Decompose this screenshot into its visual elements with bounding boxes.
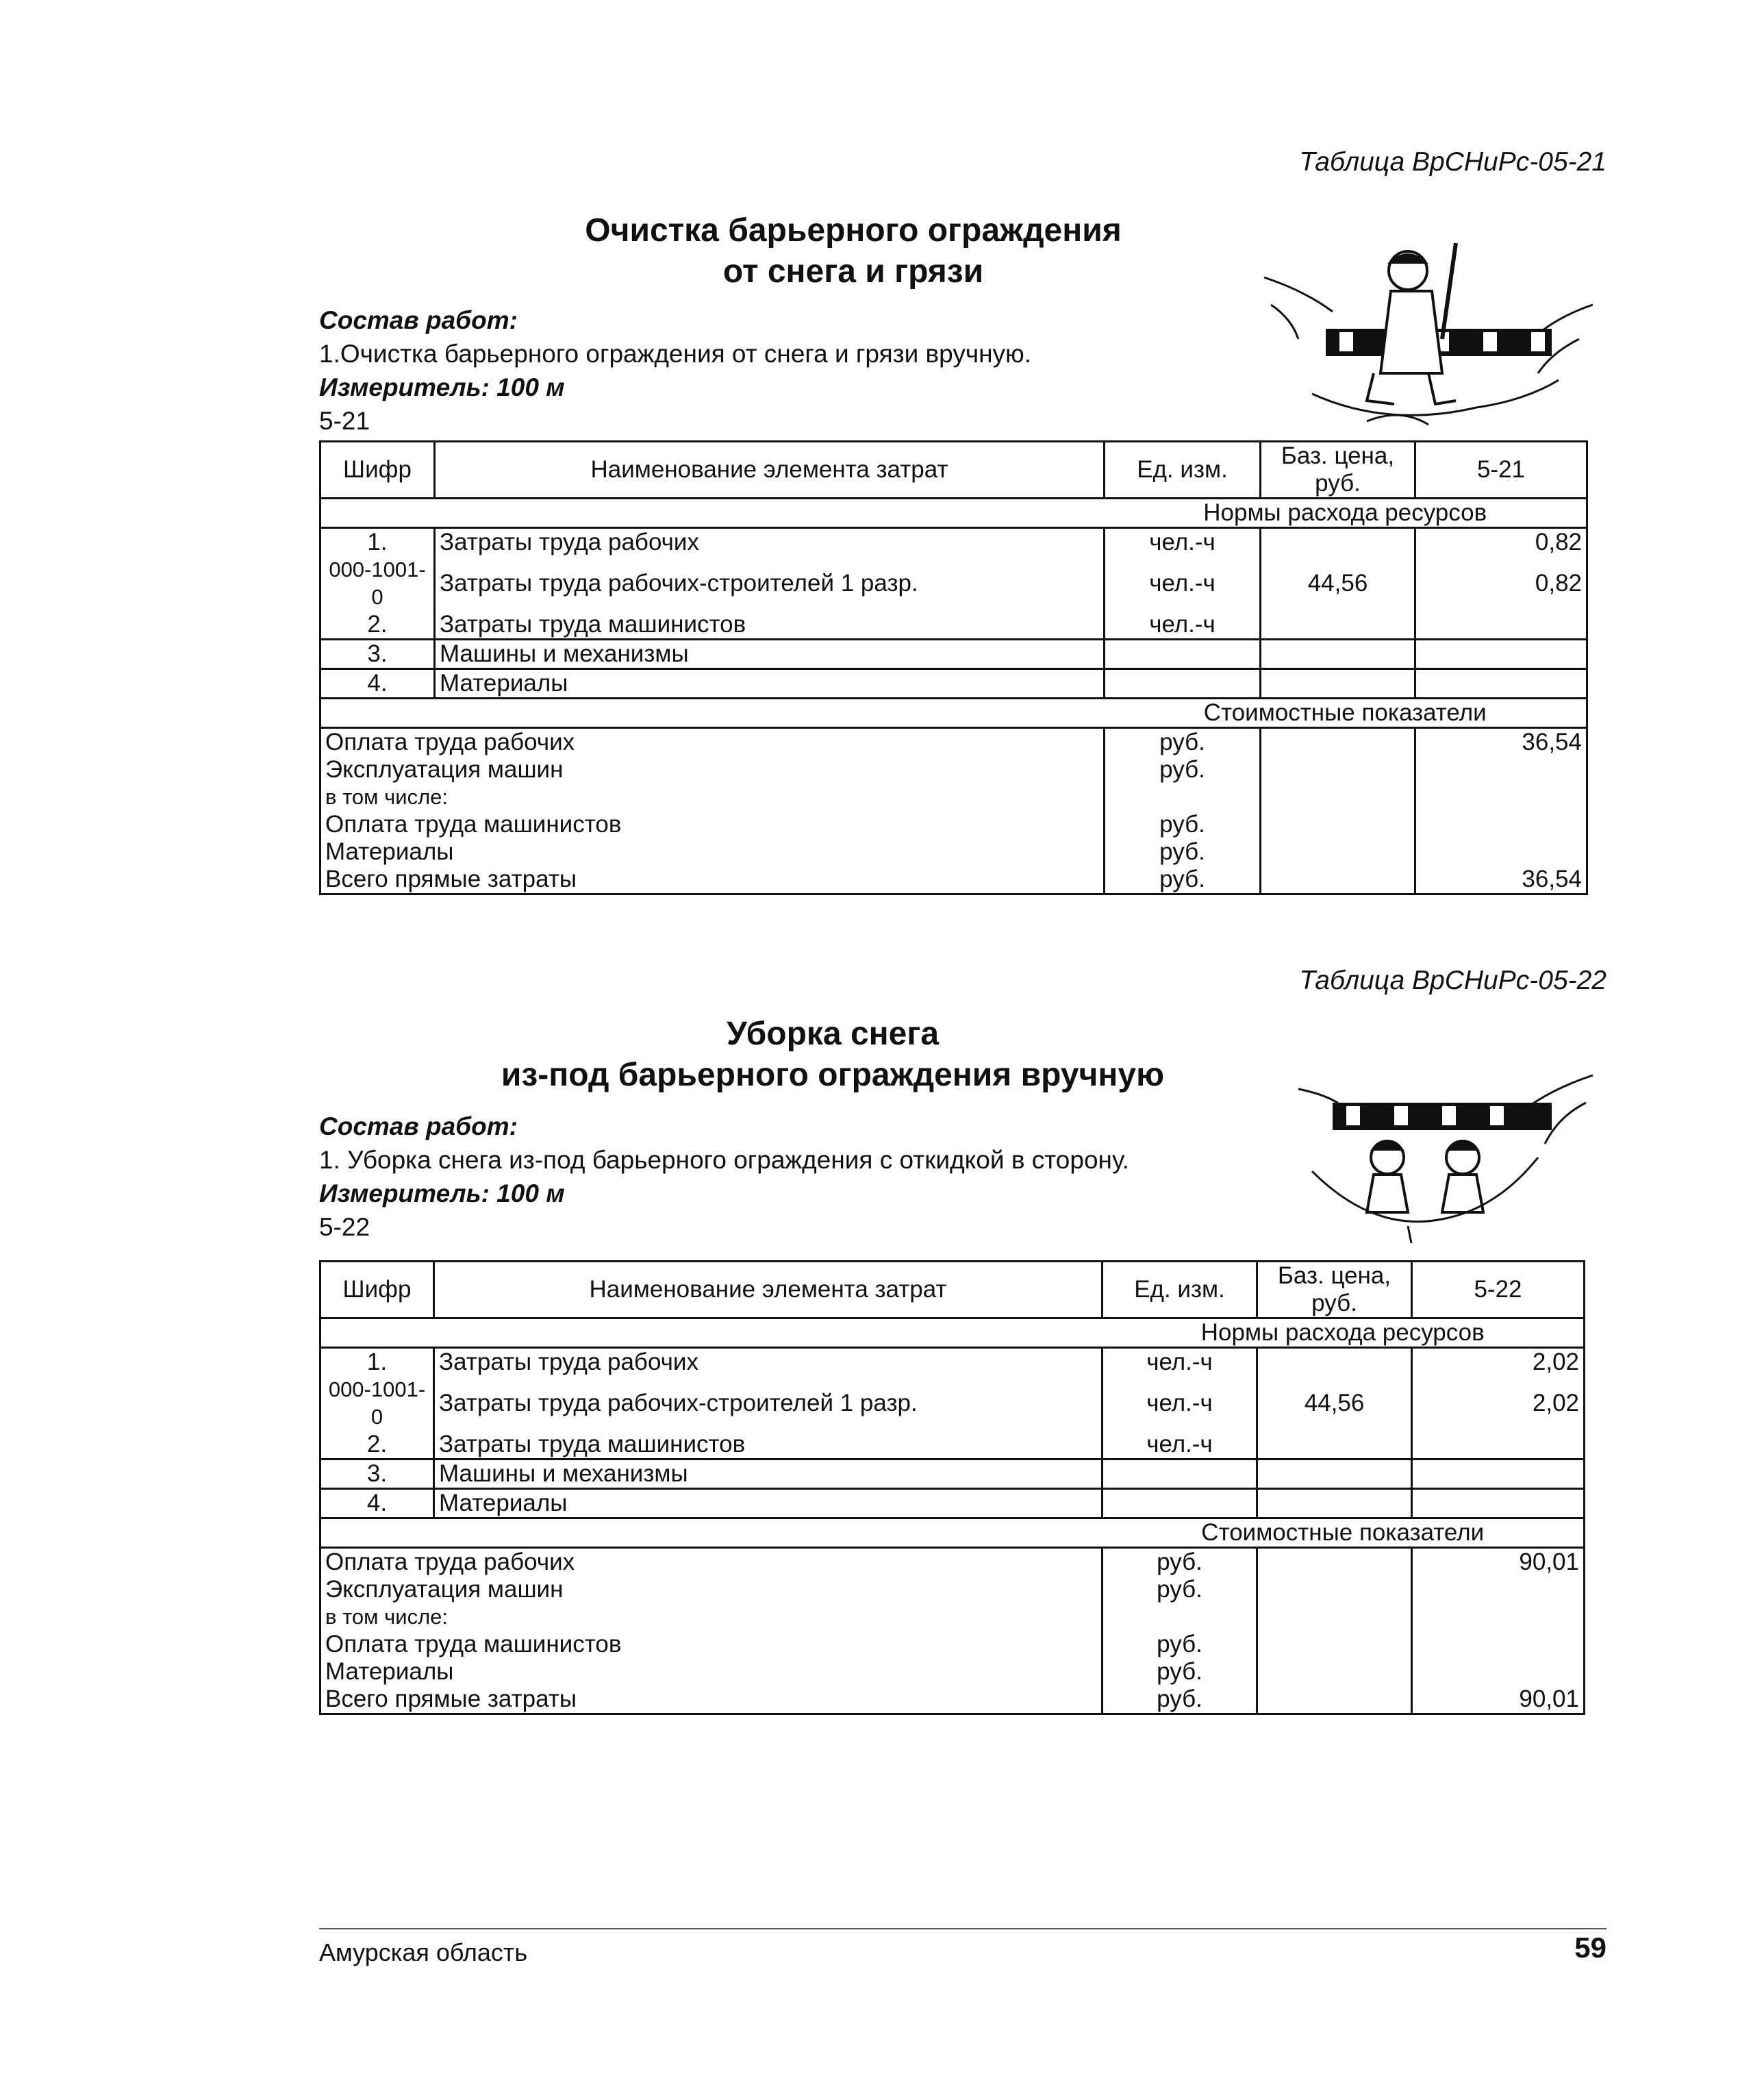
- cost-unit: руб.: [1105, 866, 1261, 894]
- meter-label: Измеритель: 100 м: [319, 1179, 565, 1207]
- col-unit-header: Ед. изм.: [1105, 442, 1261, 499]
- cost-unit: руб.: [1102, 1686, 1257, 1714]
- table-number-label: Таблица ВрСНиРс-05-22: [1299, 966, 1606, 995]
- cost-row: [320, 866, 1587, 894]
- resource-code: 4.: [320, 669, 435, 699]
- resource-code: 2.: [320, 611, 435, 640]
- composition-heading: Состав работ:: [319, 1112, 518, 1140]
- resource-row: [320, 528, 1587, 557]
- resource-name: Материалы: [434, 1489, 1102, 1518]
- cost-value: [1415, 838, 1587, 866]
- cost-value: 36,54: [1415, 728, 1587, 757]
- cost-value: 36,54: [1415, 866, 1587, 894]
- col-name-header: Наименование элемента затрат: [434, 1262, 1102, 1318]
- cost-row: [320, 756, 1587, 784]
- resource-unit: чел.-ч: [1105, 556, 1261, 611]
- resource-code: 1.: [320, 1348, 434, 1377]
- resource-unit: чел.-ч: [1102, 1348, 1257, 1377]
- cost-unit: руб.: [1102, 1576, 1257, 1603]
- resource-name: Машины и механизмы: [434, 1460, 1102, 1489]
- composition-text: 1. Уборка снега из-под барьерного ограждения с откидкой в сторону.: [319, 1146, 1130, 1174]
- resource-price: 44,56: [1261, 556, 1415, 611]
- worker-cleaning-barrier-illustration: [1250, 236, 1606, 442]
- title-line-2: из-под барьерного ограждения вручную: [501, 1057, 1165, 1093]
- footer-divider: [319, 1928, 1606, 1929]
- resource-price: [1257, 1348, 1412, 1377]
- cost-subheader-row: [320, 1518, 1585, 1548]
- col-norm-header: 5-21: [1415, 442, 1587, 499]
- cost-value: [1412, 1576, 1585, 1603]
- composition-heading: Состав работ:: [319, 306, 518, 334]
- table-header-row: [320, 442, 1587, 499]
- table-number-label: Таблица ВрСНиРс-05-21: [1299, 147, 1606, 177]
- cost-name: Оплата труда рабочих: [320, 1548, 1102, 1577]
- resource-name: Затраты труда рабочих: [435, 528, 1105, 557]
- cost-table: [319, 440, 1588, 895]
- cost-name: Всего прямые затраты: [320, 1686, 1102, 1714]
- resource-code: 000-1001-0: [320, 556, 435, 611]
- work-composition: [319, 303, 1031, 438]
- resource-unit: чел.-ч: [1105, 611, 1261, 640]
- resource-row: [320, 1489, 1585, 1518]
- resource-price: [1261, 611, 1415, 640]
- cost-row: [320, 1631, 1585, 1658]
- cost-unit: руб.: [1105, 838, 1261, 866]
- resource-price: [1261, 528, 1415, 557]
- resource-unit: чел.-ч: [1102, 1376, 1257, 1431]
- col-price-header: Баз. цена, руб.: [1257, 1262, 1412, 1318]
- col-code-header: Шифр: [320, 1262, 434, 1318]
- cost-row: [320, 1548, 1585, 1577]
- title-line-1: Уборка снега: [726, 1016, 940, 1052]
- resource-name: Машины и механизмы: [435, 640, 1105, 669]
- cost-unit: руб.: [1105, 728, 1261, 757]
- resource-value: 2,02: [1412, 1376, 1585, 1431]
- cost-row: [320, 1603, 1585, 1631]
- resource-code: 4.: [320, 1489, 434, 1518]
- col-norm-header: 5-22: [1412, 1262, 1585, 1318]
- resource-name: Затраты труда рабочих: [434, 1348, 1102, 1377]
- resource-value: [1412, 1431, 1585, 1460]
- col-code-header: Шифр: [320, 442, 435, 499]
- cost-table: [319, 1260, 1585, 1715]
- norms-subheader: Нормы расхода ресурсов: [1105, 499, 1587, 528]
- col-name-header: Наименование элемента затрат: [435, 442, 1105, 499]
- section-title: [319, 210, 1387, 292]
- cost-value: 90,01: [1412, 1686, 1585, 1714]
- resource-row: [320, 669, 1587, 699]
- col-price-header: Баз. цена, руб.: [1261, 442, 1415, 499]
- norm-code: 5-22: [319, 1213, 370, 1241]
- cost-name: Материалы: [320, 1658, 1102, 1686]
- resource-price: 44,56: [1257, 1376, 1412, 1431]
- cost-unit: руб.: [1102, 1548, 1257, 1577]
- resource-row: [320, 1460, 1585, 1489]
- cost-name: Эксплуатация машин: [320, 1576, 1102, 1603]
- resource-row: [320, 611, 1587, 640]
- resource-name: Затраты труда машинистов: [434, 1431, 1102, 1460]
- composition-text: 1.Очистка барьерного ограждения от снега и грязи вручную.: [319, 340, 1032, 368]
- cost-name: Оплата труда машинистов: [320, 1631, 1102, 1658]
- norm-code: 5-21: [319, 407, 370, 435]
- resource-code: 1.: [320, 528, 435, 557]
- resource-value: 0,82: [1415, 528, 1587, 557]
- norms-subheader: Нормы расхода ресурсов: [1102, 1318, 1585, 1348]
- cost-name: Оплата труда рабочих: [320, 728, 1105, 757]
- norms-subheader-row: [320, 499, 1587, 528]
- title-line-2: от снега и грязи: [722, 253, 984, 290]
- cost-row: [320, 838, 1587, 866]
- resource-name: Затраты труда рабочих-строителей 1 разр.: [435, 556, 1105, 611]
- cost-subheader-row: [320, 699, 1587, 728]
- cost-name: Всего прямые затраты: [320, 866, 1105, 894]
- cost-name: в том числе:: [320, 784, 1105, 811]
- workers-shoveling-snow-illustration: [1292, 1068, 1600, 1247]
- resource-name: Материалы: [435, 669, 1105, 699]
- resource-row: [320, 1431, 1585, 1460]
- cost-subheader: Стоимостные показатели: [1105, 699, 1587, 728]
- table-header-row: [320, 1262, 1585, 1318]
- cost-value: [1415, 756, 1587, 784]
- cost-name: Эксплуатация машин: [320, 756, 1105, 784]
- resource-value: [1415, 611, 1587, 640]
- section-title: [319, 1014, 1346, 1096]
- cost-name: в том числе:: [320, 1603, 1102, 1631]
- norms-subheader-row: [320, 1318, 1585, 1348]
- resource-unit: чел.-ч: [1105, 528, 1261, 557]
- cost-unit: руб.: [1105, 811, 1261, 838]
- cost-unit: руб.: [1102, 1658, 1257, 1686]
- resource-value: 2,02: [1412, 1348, 1585, 1377]
- cost-row: [320, 811, 1587, 838]
- cost-subheader: Стоимостные показатели: [1102, 1518, 1585, 1548]
- title-line-1: Очистка барьерного ограждения: [585, 212, 1122, 249]
- cost-unit: руб.: [1105, 756, 1261, 784]
- resource-row: [320, 556, 1587, 611]
- resource-value: 0,82: [1415, 556, 1587, 611]
- resource-name: Затраты труда машинистов: [435, 611, 1105, 640]
- footer-region: Амурская область: [319, 1938, 528, 1966]
- cost-name: Материалы: [320, 838, 1105, 866]
- cost-name: Оплата труда машинистов: [320, 811, 1105, 838]
- cost-row: [320, 1686, 1585, 1714]
- cost-value: [1415, 811, 1587, 838]
- page-number: 59: [1574, 1931, 1606, 1964]
- cost-row: [320, 728, 1587, 757]
- cost-row: [320, 1658, 1585, 1686]
- cost-row: [320, 1576, 1585, 1603]
- cost-row: [320, 784, 1587, 811]
- cost-unit: руб.: [1102, 1631, 1257, 1658]
- resource-row: [320, 1376, 1585, 1431]
- resource-price: [1257, 1431, 1412, 1460]
- resource-code: 000-1001-0: [320, 1376, 434, 1431]
- resource-row: [320, 640, 1587, 669]
- cost-value: [1412, 1658, 1585, 1686]
- resource-code: 3.: [320, 640, 435, 669]
- cost-value: [1412, 1631, 1585, 1658]
- resource-row: [320, 1348, 1585, 1377]
- resource-code: 2.: [320, 1431, 434, 1460]
- resource-code: 3.: [320, 1460, 434, 1489]
- resource-name: Затраты труда рабочих-строителей 1 разр.: [434, 1376, 1102, 1431]
- cost-value: 90,01: [1412, 1548, 1585, 1577]
- col-unit-header: Ед. изм.: [1102, 1262, 1257, 1318]
- meter-label: Измеритель: 100 м: [319, 373, 565, 401]
- work-composition: [319, 1110, 1129, 1244]
- resource-unit: чел.-ч: [1102, 1431, 1257, 1460]
